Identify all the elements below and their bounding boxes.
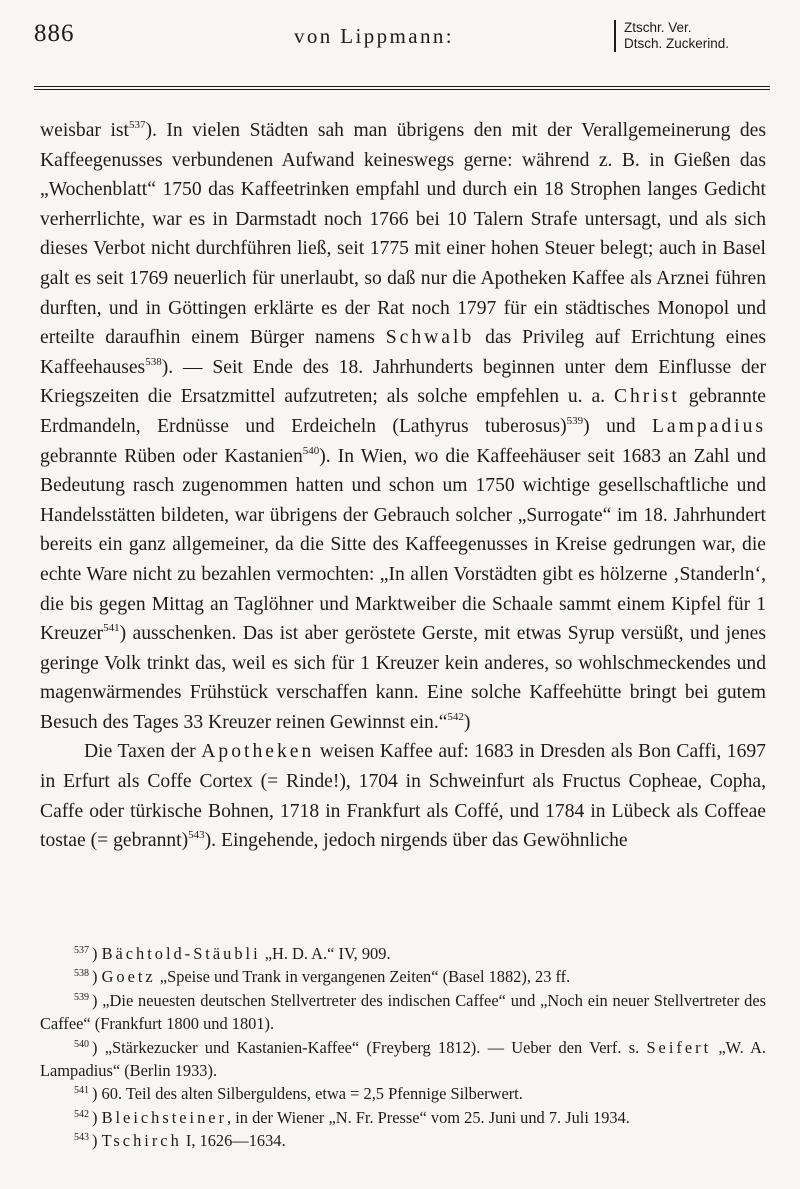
text-run: ). Eingehende, jedoch nirgends über das Gewöhnliche — [204, 830, 628, 852]
footnote-ref: 541 — [103, 622, 120, 635]
spaced-name: Schwalb — [385, 327, 475, 349]
text-run: Die Taxen der — [84, 741, 202, 763]
text-run: ). In Wien, wo die Kaffeehäuser seit 1683 an Zahl und Bedeutung rasch zugenommen hatten und schon um 1750 wichtige gesellschaftliche und Handelsstätten bildeten, war übrigens der Gebrauch solcher „Surrogate“ im 18. Jahrhundert bereits ein ganz allgemeiner, da die Sitte des Kaffeegenusses in Kreise gedrungen war, die echte Ware nicht zu bezahlen vermochten: „In allen Vorstädten gibt es hölzerne ‚Standerln‘, die bis gegen Mittag an Taglöhner und Marktweiber die Schaale sammt einem Kipfel für 1 Kreuzer — [40, 445, 766, 645]
page-header — [34, 14, 770, 88]
text-run: weisbar ist — [40, 120, 129, 141]
text-run: gebrannte Rüben oder Kastanien — [40, 445, 303, 467]
footnote-number: 538 — [74, 968, 89, 980]
spaced-name: Apotheken — [201, 741, 315, 763]
footnote-ref: 542 — [447, 710, 464, 723]
text-run: „W. A. Lampadius“ (Berlin 1933). — [40, 1037, 767, 1081]
text-run: ) — [92, 944, 102, 963]
spaced-name: Christ — [613, 386, 680, 408]
paragraph — [40, 116, 766, 737]
footnote — [40, 965, 766, 988]
footnote — [40, 942, 766, 965]
header-rule-thin — [34, 89, 770, 90]
text-run: ) ausschenken. Das ist aber geröstete Gerste, mit etwas Syrup versüßt, und jenes geringe Volk trinkt das, weil es sich für 1 Kreuzer kein anderes, so wohlschmeckendes und magenwärmendes Frühstück verschaffen kann. Eine solche Kaffeehütte bringt bei gutem Besuch des Tages 33 Kreuzer reinen Gewinnst ein.“ — [40, 623, 766, 733]
text-run: ) — [92, 1107, 102, 1127]
text-run: ). In vielen Städten sah man übrigens den mit der Verallgemeinerung des Kaffeegenusses verbundenen Aufwand keineswegs gerne: während z. B. in Gießen das „Wochenblatt“ 1750 das Kaffeetrinken empfahl und durch ein 18 Strophen langes Gedicht verherrlichte, war es in Darmstadt noch 1766 bei 10 Talern Strafe untersagt, und als sich dieses Verbot nicht durchführen ließ, seit 1775 mit einer hohen Steuer belegt; auch in Basel galt es seit 1769 neuerlich für unerlaubt, so daß nur die Apotheken Kaffee als Arznei führen durften, und in Göttingen erklärte es der Rat noch 1797 für ein städtisches Monopol und erteilte daraufhin einem Bürger namens — [40, 120, 766, 349]
text-run: ). — Seit Ende des 18. Jahrhunderts beginnen unter dem Einflusse der Kriegszeiten die Ersatzmittel aufzutreten; als solche empfehlen u. a. — [40, 356, 766, 408]
journal-line-2: Dtsch. Zuckerind. — [624, 36, 730, 51]
text-run: das Privileg auf Errichtung eines Kaffeehauses — [40, 327, 766, 378]
text-run: ) — [92, 967, 102, 987]
text-run: , in der Wiener „N. Fr. Presse“ vom 25. Juni und 7. Juli 1934. — [227, 1107, 630, 1127]
footnote-ref: 538 — [145, 355, 162, 368]
footnote-number: 539 — [74, 991, 89, 1003]
header-rule — [34, 86, 770, 87]
footnote-number: 542 — [74, 1108, 89, 1120]
text-run: ) — [92, 1131, 102, 1151]
footnote — [40, 1082, 766, 1105]
paragraph — [40, 737, 766, 855]
body-text — [40, 116, 766, 856]
spaced-name: Seifert — [646, 1037, 712, 1057]
text-run: weisen Kaffee auf: 1683 in Dresden als Bon Caffi, 1697 in Erfurt als Coffe Cortex (= Rinde!), 1704 in Schweinfurt als Fructus Copheae, Copha, Caffe oder türkische Bohnen, 1718 in Frankfurt als Coffé, und 1784 in Lübeck als Coffeae tostae (= gebrannt) — [40, 741, 766, 852]
text-run: I, 1626—1634. — [181, 1131, 286, 1151]
footnote-number: 540 — [74, 1038, 89, 1050]
text-run: ) „Die neuesten deutschen Stellvertreter des indischen Caffee“ und „Noch ein neuer Stellvertreter des Caffee“ (Frankfurt 1800 und 1801). — [40, 990, 766, 1034]
text-run: „H. D. A.“ IV, 909. — [260, 944, 391, 963]
footnote-ref: 540 — [302, 444, 320, 457]
spaced-name: Tschirch — [101, 1131, 182, 1151]
footnote-number: 541 — [74, 1085, 89, 1097]
spaced-name: Goetz — [101, 967, 156, 987]
footnote — [40, 1036, 766, 1083]
footnote-ref: 537 — [128, 119, 146, 131]
text-run: ) — [463, 711, 471, 733]
spaced-name: Lampadius — [651, 415, 766, 437]
text-run: „Speise und Trank in vergangenen Zeiten“ (Basel 1882), 23 ff. — [155, 967, 571, 987]
footnote-number: 537 — [74, 945, 89, 956]
journal-line-1: Ztschr. Ver. — [624, 20, 692, 35]
journal-abbreviation — [614, 20, 770, 52]
spaced-name: Bächtold-Stäubli — [101, 944, 261, 963]
page-number: 886 — [34, 20, 75, 47]
text-run: ) und — [583, 415, 652, 437]
footnote-ref: 543 — [188, 829, 205, 842]
running-head: von Lippmann: — [293, 24, 455, 48]
footnote-ref: 539 — [566, 414, 584, 427]
text-run: ) „Stärkezucker und Kastanien-Kaffee“ (Freyberg 1812). — Ueber den Verf. s. — [92, 1037, 647, 1057]
footnote — [40, 1106, 766, 1129]
footnote — [40, 1129, 766, 1152]
spaced-name: Bleichsteiner — [101, 1107, 228, 1127]
footnotes — [40, 942, 766, 1153]
text-run: gebrannte Erdmandeln, Erdnüsse und Erdeicheln (Lathyrus tuberosus) — [40, 386, 766, 437]
footnote-number: 543 — [74, 1132, 89, 1144]
footnote — [40, 989, 766, 1036]
text-run: ) 60. Teil des alten Silberguldens, etwa = 2,5 Pfennige Silberwert. — [92, 1084, 523, 1104]
